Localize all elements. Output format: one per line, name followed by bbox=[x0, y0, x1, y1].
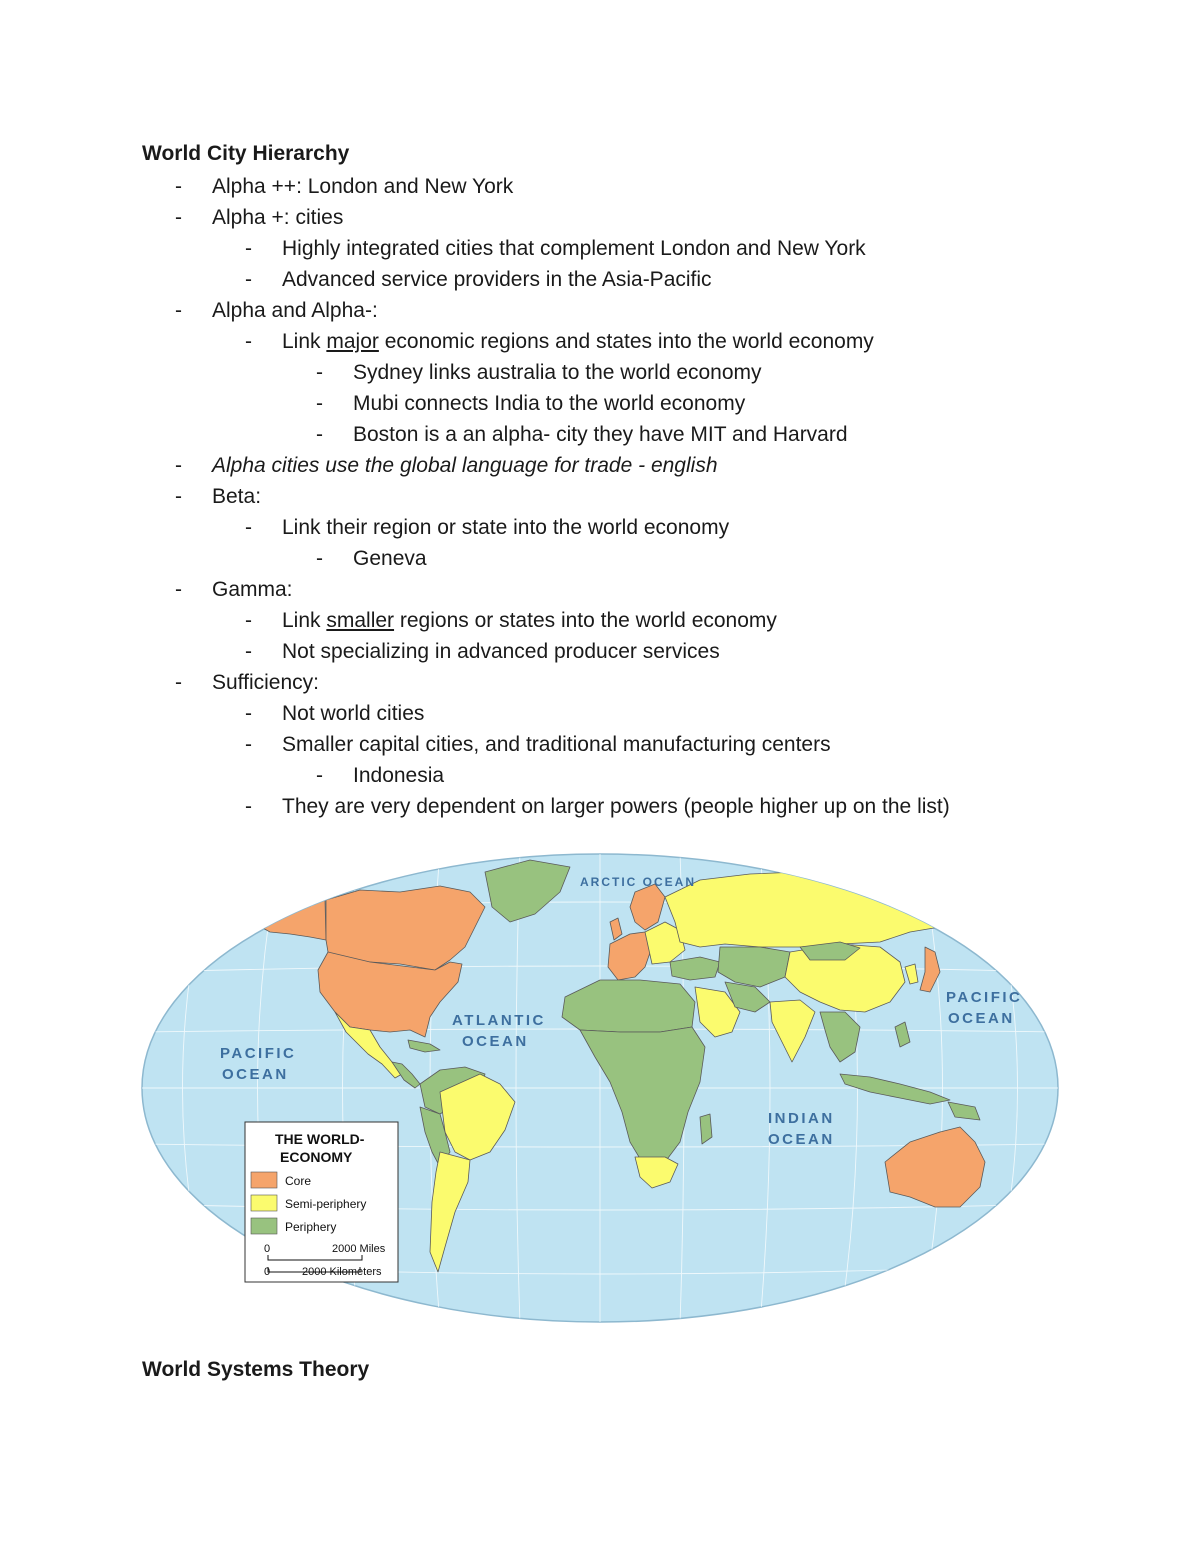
bullet-dash: - bbox=[175, 578, 182, 601]
bullet-dash: - bbox=[245, 733, 252, 756]
atlantic-ocean-label-line1: ATLANTIC bbox=[452, 1012, 546, 1029]
scale-label-miles: 2000 Miles bbox=[332, 1243, 386, 1255]
list-item-text: Not specializing in advanced producer services bbox=[282, 640, 720, 663]
bullet-dash: - bbox=[175, 206, 182, 229]
legend-swatch-semi-periphery bbox=[251, 1195, 277, 1211]
list-item-text: Sufficiency: bbox=[212, 671, 319, 694]
list-item-text bbox=[282, 328, 874, 356]
section-title-world-systems-theory: World Systems Theory bbox=[142, 1358, 370, 1381]
scale-zero-miles: 0 bbox=[264, 1243, 271, 1255]
list-item-text: They are very dependent on larger powers (people higher up on the list) bbox=[282, 795, 950, 818]
scale-label-kilometers: 2000 Kilometers bbox=[302, 1266, 382, 1278]
text-fragment: regions or states into the world economy bbox=[394, 609, 777, 632]
map-legend bbox=[245, 1122, 398, 1282]
list-item-text: Beta: bbox=[212, 485, 262, 508]
bullet-dash: - bbox=[316, 547, 323, 570]
page-title-world-city-hierarchy: World City Hierarchy bbox=[142, 142, 350, 165]
underlined-word: smaller bbox=[326, 609, 395, 632]
text-fragment: Link bbox=[282, 609, 327, 632]
bullet-dash: - bbox=[316, 764, 323, 787]
legend-swatch-core bbox=[251, 1172, 277, 1188]
pacific-ocean-east-label-line2: OCEAN bbox=[948, 1010, 1015, 1027]
legend-swatch-periphery bbox=[251, 1218, 277, 1234]
bullet-dash: - bbox=[245, 609, 252, 632]
list-item-text: Boston is a an alpha- city they have MIT and Harvard bbox=[353, 423, 848, 446]
list-item-text: Alpha +: cities bbox=[212, 206, 344, 229]
list-item-text: Sydney links australia to the world economy bbox=[353, 361, 762, 384]
list-item-text: Geneva bbox=[353, 547, 427, 570]
bullet-dash: - bbox=[245, 268, 252, 291]
bullet-dash: - bbox=[245, 237, 252, 260]
legend-label-periphery: Periphery bbox=[285, 1220, 337, 1234]
text-fragment: Link bbox=[282, 330, 327, 353]
legend-label-core: Core bbox=[285, 1174, 312, 1188]
bullet-dash: - bbox=[175, 671, 182, 694]
world-economy-map bbox=[140, 852, 1060, 1324]
list-item-text: Link their region or state into the world economy bbox=[282, 516, 730, 539]
bullet-dash: - bbox=[245, 516, 252, 539]
bullet-dash: - bbox=[316, 392, 323, 415]
list-item-text: Alpha and Alpha-: bbox=[212, 299, 378, 322]
pacific-ocean-east-label-line1: PACIFIC bbox=[946, 989, 1023, 1006]
legend-label-semi-periphery: Semi-periphery bbox=[285, 1197, 367, 1211]
turkey-caucasus-region bbox=[670, 957, 720, 980]
bullet-dash: - bbox=[175, 454, 182, 477]
list-item-text bbox=[282, 607, 777, 635]
list-item-text: Not world cities bbox=[282, 702, 425, 725]
list-item-text: Alpha ++: London and New York bbox=[212, 175, 514, 198]
scale-zero-kilometers: 0 bbox=[264, 1266, 271, 1278]
bullet-dash: - bbox=[175, 175, 182, 198]
pacific-ocean-west-label-line1: PACIFIC bbox=[220, 1045, 297, 1062]
new-zealand-region bbox=[1000, 1202, 1015, 1224]
underlined-word: major bbox=[326, 330, 379, 353]
list-item-text: Highly integrated cities that complement London and New York bbox=[282, 237, 866, 260]
indian-ocean-label-line1: INDIAN bbox=[768, 1110, 835, 1127]
list-item-text: Alpha cities use the global language for trade - english bbox=[212, 454, 718, 477]
legend-title-line2: ECONOMY bbox=[280, 1149, 353, 1165]
bullet-dash: - bbox=[245, 640, 252, 663]
arctic-ocean-label: ARCTIC OCEAN bbox=[580, 875, 696, 889]
list-item-text: Indonesia bbox=[353, 764, 445, 787]
bullet-dash: - bbox=[245, 702, 252, 725]
legend-title-line1: THE WORLD- bbox=[275, 1131, 365, 1147]
atlantic-ocean-label-line2: OCEAN bbox=[462, 1033, 529, 1050]
list-item-text: Mubi connects India to the world economy bbox=[353, 392, 746, 415]
list-item-text: Advanced service providers in the Asia-Pacific bbox=[282, 268, 712, 291]
bullet-dash: - bbox=[245, 795, 252, 818]
list-item-text: Gamma: bbox=[212, 578, 293, 601]
bullet-dash: - bbox=[316, 423, 323, 446]
list-item-text: Smaller capital cities, and traditional manufacturing centers bbox=[282, 733, 831, 756]
indian-ocean-label-line2: OCEAN bbox=[768, 1131, 835, 1148]
bullet-dash: - bbox=[245, 330, 252, 353]
bullet-dash: - bbox=[175, 485, 182, 508]
pacific-ocean-west-label-line2: OCEAN bbox=[222, 1066, 289, 1083]
bullet-dash: - bbox=[175, 299, 182, 322]
text-fragment: economic regions and states into the world economy bbox=[378, 330, 874, 353]
bullet-dash: - bbox=[316, 361, 323, 384]
